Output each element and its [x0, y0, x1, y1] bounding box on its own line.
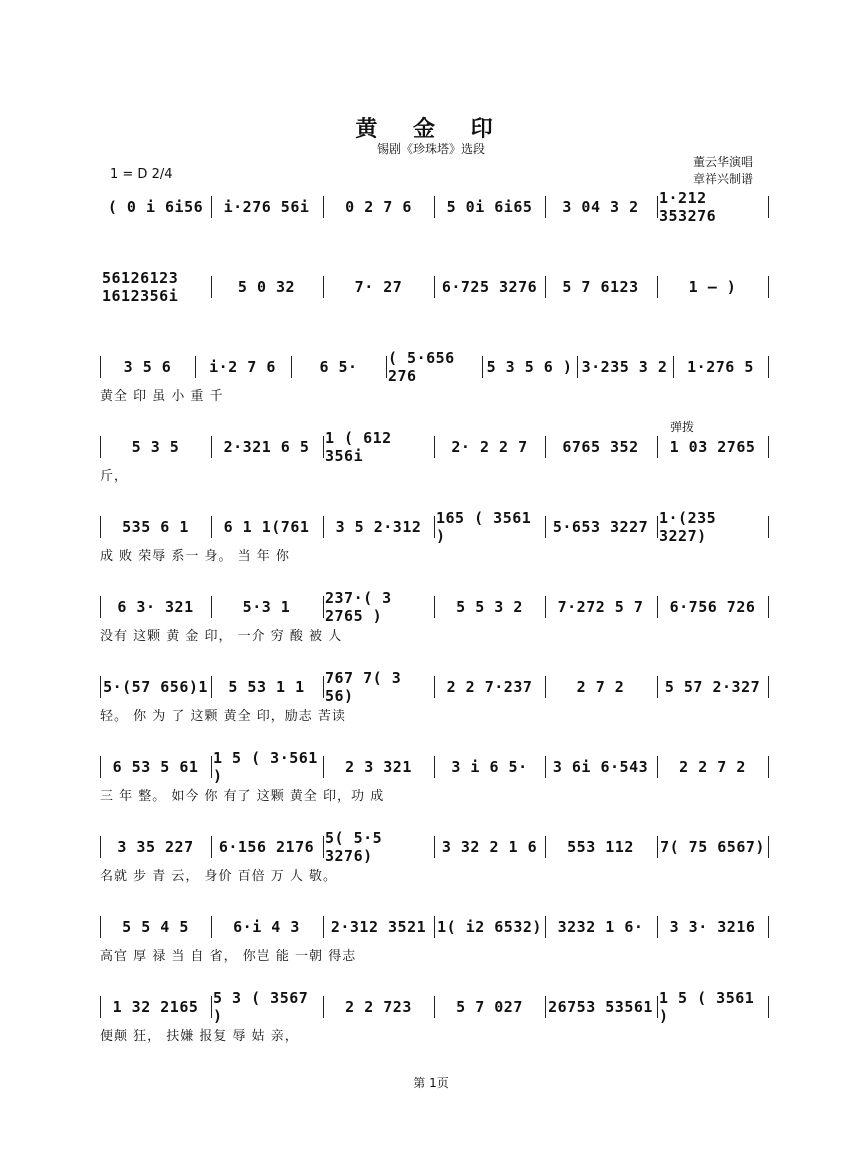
barline	[657, 836, 658, 858]
measure-notes: 767 7( 3 56)	[325, 669, 402, 705]
measure-notes: 3 3· 3216	[669, 918, 756, 936]
measure-notes: 6 5·	[319, 358, 358, 376]
measure	[213, 836, 320, 858]
barline	[657, 436, 658, 458]
barline	[100, 916, 101, 938]
measure	[436, 596, 543, 618]
measure-notes: 2 2 7·237	[446, 678, 533, 696]
barline	[211, 276, 212, 298]
measure	[213, 516, 320, 538]
measure	[102, 756, 209, 778]
barline	[434, 516, 435, 538]
measure-notes: 6 3· 321	[117, 598, 194, 616]
measure-notes: 5·653 3227	[552, 518, 649, 536]
measure	[325, 829, 432, 865]
barline	[657, 516, 658, 538]
lyric-line: 黄全 印 虽 小 重 千	[100, 389, 224, 404]
measure-notes: 7· 27	[354, 278, 403, 296]
measure-notes: 3 i 6 5·	[451, 758, 528, 776]
lyric-line: 名就 步 青 云， 身价 百倍 万 人 敬。	[100, 869, 338, 884]
barline	[211, 996, 212, 1018]
measure	[436, 436, 543, 458]
measure	[102, 836, 209, 858]
barline	[673, 356, 674, 378]
measure-notes: 535 6 1	[122, 518, 189, 536]
barline	[545, 276, 546, 298]
barline	[545, 676, 546, 698]
barline	[100, 356, 101, 378]
measure	[547, 996, 654, 1018]
measure-notes: 5 3 5	[131, 438, 180, 456]
barline	[291, 356, 292, 378]
barline	[323, 196, 324, 218]
measure-notes: 3232 1 6·	[557, 918, 644, 936]
measure-notes: i·276 56i	[223, 198, 310, 216]
lyric-line: 三 年 整。 如今 你 有了 这颗 黄全 印，功 成	[100, 789, 385, 804]
measure	[659, 676, 766, 698]
measure-notes: 5( 5·5 3276)	[325, 829, 383, 865]
barline	[323, 276, 324, 298]
measure-notes: 5 0i 6i65	[446, 198, 533, 216]
measure	[325, 916, 432, 938]
measure	[388, 349, 479, 385]
page-title: 黄 金 印	[355, 116, 507, 142]
measure-notes: 5 0 32	[237, 278, 296, 296]
measure	[547, 276, 654, 298]
barline	[657, 596, 658, 618]
measure-notes: 56126123 1612356i	[102, 269, 179, 305]
measure-notes: 1 32 2165	[112, 998, 199, 1016]
barline	[657, 916, 658, 938]
measure	[213, 749, 320, 785]
barline	[211, 436, 212, 458]
measure-notes: 2·321 6 5	[223, 438, 310, 456]
page-number: 第 1页	[413, 1076, 449, 1090]
measure	[436, 836, 543, 858]
barline	[545, 436, 546, 458]
barline	[768, 756, 769, 778]
barline	[545, 196, 546, 218]
measure	[102, 676, 209, 698]
measure	[436, 756, 543, 778]
measure	[436, 676, 543, 698]
barline	[323, 996, 324, 1018]
measure-notes: 6·156 2176	[218, 838, 315, 856]
barline	[100, 676, 101, 698]
barline	[323, 596, 324, 618]
barline	[768, 516, 769, 538]
measure	[213, 916, 320, 938]
measure-notes: 1·(235 3227)	[659, 509, 717, 545]
barline	[434, 836, 435, 858]
measure-notes: 1 03 2765	[669, 438, 756, 456]
measure-notes: 3 5 6	[123, 358, 172, 376]
measure	[325, 756, 432, 778]
measure-notes: 7( 75 6567)	[660, 838, 765, 856]
measure-notes: 2 2 7 2	[679, 758, 746, 776]
subtitle: 锡剧《珍珠塔》选段	[376, 142, 485, 156]
barline	[211, 756, 212, 778]
key-signature: 1 = D 2/4	[110, 167, 173, 182]
barline	[545, 916, 546, 938]
barline	[386, 356, 387, 378]
measure-notes: 6·756 726	[669, 598, 756, 616]
barline	[211, 516, 212, 538]
measure	[325, 669, 432, 705]
measure	[547, 196, 654, 218]
barline	[768, 836, 769, 858]
barline	[323, 676, 324, 698]
measure-notes: 3 5 2·312	[335, 518, 422, 536]
barline	[211, 916, 212, 938]
measure	[659, 989, 766, 1025]
measure	[547, 836, 654, 858]
barline	[657, 276, 658, 298]
measure-notes: 5 53 1 1	[228, 678, 305, 696]
measure-notes: 553 112	[567, 838, 634, 856]
barline	[545, 756, 546, 778]
measure-notes: 5 7 027	[456, 998, 523, 1016]
measure	[547, 676, 654, 698]
barline	[100, 996, 101, 1018]
measure	[102, 916, 209, 938]
measure	[547, 756, 654, 778]
measure	[436, 276, 543, 298]
measure	[102, 516, 209, 538]
barline	[657, 196, 658, 218]
barline	[211, 596, 212, 618]
measure-notes: 5 57 2·327	[664, 678, 761, 696]
lyric-line: 没有 这颗 黄 金 印， 一介 穷 酸 被 人	[100, 629, 343, 644]
barline	[100, 516, 101, 538]
barline	[323, 756, 324, 778]
barline	[211, 196, 212, 218]
measure-notes: 6·i 4 3	[233, 918, 300, 936]
measure-notes: 1·212 353276	[659, 189, 717, 225]
barline	[768, 356, 769, 378]
measure	[325, 516, 432, 538]
measure-notes: 165 ( 3561 )	[436, 509, 532, 545]
barline	[434, 916, 435, 938]
barline	[768, 596, 769, 618]
barline	[657, 996, 658, 1018]
measure	[547, 436, 654, 458]
measure-notes: 5 5 3 2	[456, 598, 523, 616]
measure-notes: 1·276 5	[687, 358, 754, 376]
measure-notes: 5·3 1	[242, 598, 291, 616]
measure-notes: 237·( 3 2765 )	[325, 589, 392, 625]
measure	[213, 196, 320, 218]
measure	[659, 509, 766, 545]
measure-notes: 6·725 3276	[441, 278, 538, 296]
measure-notes: 5·(57 656)1	[103, 678, 208, 696]
measure	[213, 989, 320, 1025]
barline	[768, 276, 769, 298]
measure-notes: 6 53 5 61	[112, 758, 199, 776]
measure	[325, 429, 432, 465]
measure	[325, 276, 432, 298]
measure	[325, 589, 432, 625]
measure	[659, 276, 766, 298]
measure-notes: 0 2 7 6	[345, 198, 412, 216]
measure-notes: 5 3 5 6 )	[486, 358, 573, 376]
measure-notes: 2 3 321	[345, 758, 412, 776]
lyric-line: 斤，	[100, 469, 129, 484]
barline	[195, 356, 196, 378]
measure-notes: 6 1 1(761	[223, 518, 310, 536]
barline	[434, 196, 435, 218]
measure-notes: 1( i2 6532)	[437, 918, 542, 936]
lyric-line: 轻。 你 为 了 这颗 黄全 印，励志 苦读	[100, 709, 346, 724]
barline	[323, 516, 324, 538]
measure	[325, 996, 432, 1018]
barline	[768, 996, 769, 1018]
barline	[545, 596, 546, 618]
barline	[768, 916, 769, 938]
measure-notes: 1 5 ( 3·561 )	[213, 749, 318, 785]
barline	[434, 676, 435, 698]
barline	[482, 356, 483, 378]
barline	[768, 436, 769, 458]
lyric-line: 便颠 狂， 扶嫌 报复 辱 姑 亲，	[100, 1029, 299, 1044]
measure-notes: ( 5·656 276	[388, 349, 455, 385]
arranger-credit: 章祥兴制谱	[693, 172, 754, 186]
barline	[577, 356, 578, 378]
measure	[659, 756, 766, 778]
measure-notes: 1 ( 612 356i	[325, 429, 392, 465]
measure	[659, 436, 766, 458]
measure-notes: 2 7 2	[576, 678, 625, 696]
barline	[434, 436, 435, 458]
measure	[436, 509, 543, 545]
barline	[768, 676, 769, 698]
measure	[102, 196, 209, 218]
barline	[323, 916, 324, 938]
measure	[213, 596, 320, 618]
measure-notes: ( 0 i 6i56	[107, 198, 204, 216]
measure-notes: 3 04 3 2	[562, 198, 639, 216]
measure-notes: 2 2 723	[345, 998, 412, 1016]
measure-notes: 1 5 ( 3561 )	[659, 989, 755, 1025]
measure	[213, 436, 320, 458]
measure-notes: i·2 7 6	[209, 358, 276, 376]
measure-notes: 1 – )	[688, 278, 737, 296]
measure	[197, 356, 288, 378]
measure	[547, 916, 654, 938]
barline	[434, 596, 435, 618]
measure	[659, 189, 766, 225]
measure	[325, 196, 432, 218]
measure	[102, 996, 209, 1018]
measure	[293, 356, 384, 378]
measure	[579, 356, 670, 378]
barline	[545, 996, 546, 1018]
barline	[100, 836, 101, 858]
performance-annotation: 弹拨	[670, 420, 695, 434]
barline	[323, 436, 324, 458]
measure-notes: 3 35 227	[117, 838, 194, 856]
barline	[211, 836, 212, 858]
measure	[102, 356, 193, 378]
barline	[434, 756, 435, 778]
measure	[659, 916, 766, 938]
measure	[547, 596, 654, 618]
measure-notes: 26753 53561	[548, 998, 653, 1016]
barline	[434, 996, 435, 1018]
barline	[768, 196, 769, 218]
measure-notes: 3 6i 6·543	[552, 758, 649, 776]
measure-notes: 2· 2 2 7	[451, 438, 528, 456]
barline	[434, 276, 435, 298]
measure	[675, 356, 766, 378]
barline	[100, 436, 101, 458]
measure	[436, 196, 543, 218]
measure-notes: 5 5 4 5	[122, 918, 189, 936]
measure	[213, 676, 320, 698]
measure	[102, 436, 209, 458]
measure	[102, 596, 209, 618]
measure	[436, 916, 543, 938]
measure	[102, 269, 209, 305]
measure-notes: 6765 352	[562, 438, 639, 456]
barline	[100, 596, 101, 618]
measure	[547, 516, 654, 538]
measure	[659, 836, 766, 858]
measure	[484, 356, 575, 378]
measure-notes: 2·312 3521	[330, 918, 427, 936]
barline	[657, 756, 658, 778]
barline	[657, 676, 658, 698]
singer-credit: 董云华演唱	[693, 155, 754, 169]
measure-notes: 3 32 2 1 6	[441, 838, 538, 856]
barline	[545, 836, 546, 858]
lyric-line: 高官 厚 禄 当 自 省， 你岂 能 一朝 得志	[100, 949, 357, 964]
lyric-line: 成 败 荣辱 系一 身。 当 年 你	[100, 549, 290, 564]
barline	[100, 756, 101, 778]
barline	[545, 516, 546, 538]
measure-notes: 5 3 ( 3567 )	[213, 989, 309, 1025]
barline	[323, 836, 324, 858]
measure	[213, 276, 320, 298]
measure-notes: 3·235 3 2	[581, 358, 668, 376]
measure	[659, 596, 766, 618]
barline	[211, 676, 212, 698]
measure	[436, 996, 543, 1018]
measure-notes: 5 7 6123	[562, 278, 639, 296]
measure-notes: 7·272 5 7	[557, 598, 644, 616]
